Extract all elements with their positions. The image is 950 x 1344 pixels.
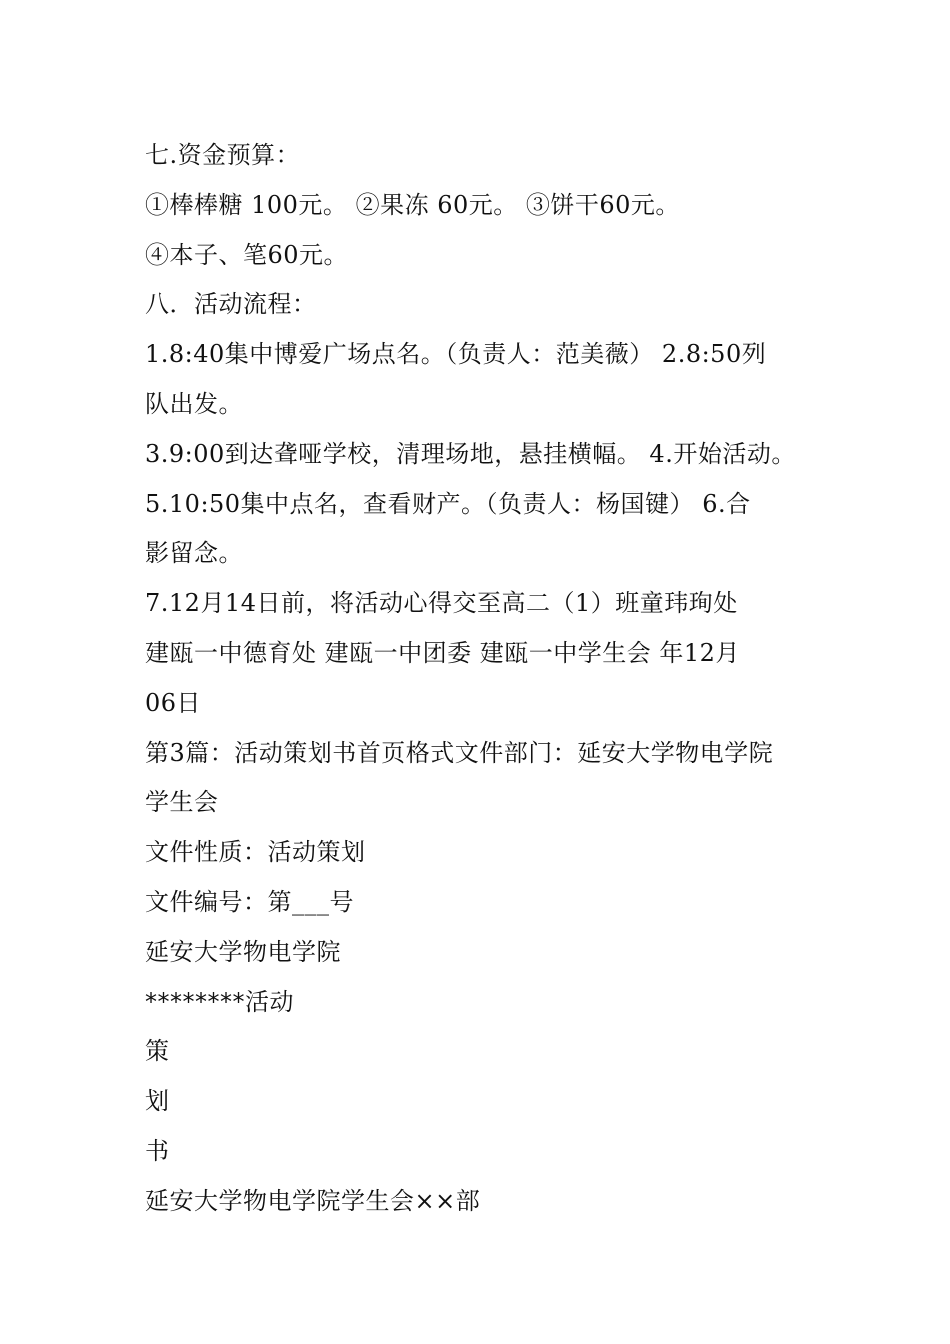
article-3-title-cont: 学生会 xyxy=(145,788,219,817)
process-line-2: 3.9:00到达聋哑学校，清理场地，悬挂横幅。 4.开始活动。 xyxy=(145,439,796,468)
title-char-1: 策 xyxy=(145,1037,170,1066)
budget-line-2: ④本子、笔60元。 xyxy=(145,240,349,269)
activity-name: ********活动 xyxy=(145,987,294,1016)
section-heading-process: 八．活动流程： xyxy=(145,290,317,319)
signature-line: 建瓯一中德育处 建瓯一中团委 建瓯一中学生会 年12月 xyxy=(145,638,740,667)
file-number: 文件编号：第___号 xyxy=(145,887,354,916)
process-line-3-cont: 影留念。 xyxy=(145,539,243,568)
process-line-1: 1.8:40集中博爱广场点名。（负责人：范美薇） 2.8:50列 xyxy=(145,340,767,369)
process-line-1-cont: 队出发。 xyxy=(145,389,243,418)
title-char-2: 划 xyxy=(145,1087,170,1116)
process-line-3: 5.10:50集中点名，查看财产。（负责人：杨国键） 6.合 xyxy=(145,489,751,518)
budget-line-1: ①棒棒糖 100元。 ②果冻 60元。 ③饼干60元。 xyxy=(145,190,680,219)
file-nature: 文件性质：活动策划 xyxy=(145,838,366,867)
article-3-title: 第3篇：活动策划书首页格式文件部门：延安大学物电学院 xyxy=(145,738,774,767)
institution-name: 延安大学物电学院 xyxy=(145,937,341,966)
title-char-3: 书 xyxy=(145,1136,170,1165)
signature-date: 06日 xyxy=(145,688,202,717)
document-body xyxy=(145,131,825,1227)
process-line-4: 7.12月14日前，将活动心得交至高二（1）班童玮珣处 xyxy=(145,589,738,618)
section-heading-budget: 七.资金预算： xyxy=(145,141,301,169)
department-name: 延安大学物电学院学生会××部 xyxy=(145,1186,481,1215)
